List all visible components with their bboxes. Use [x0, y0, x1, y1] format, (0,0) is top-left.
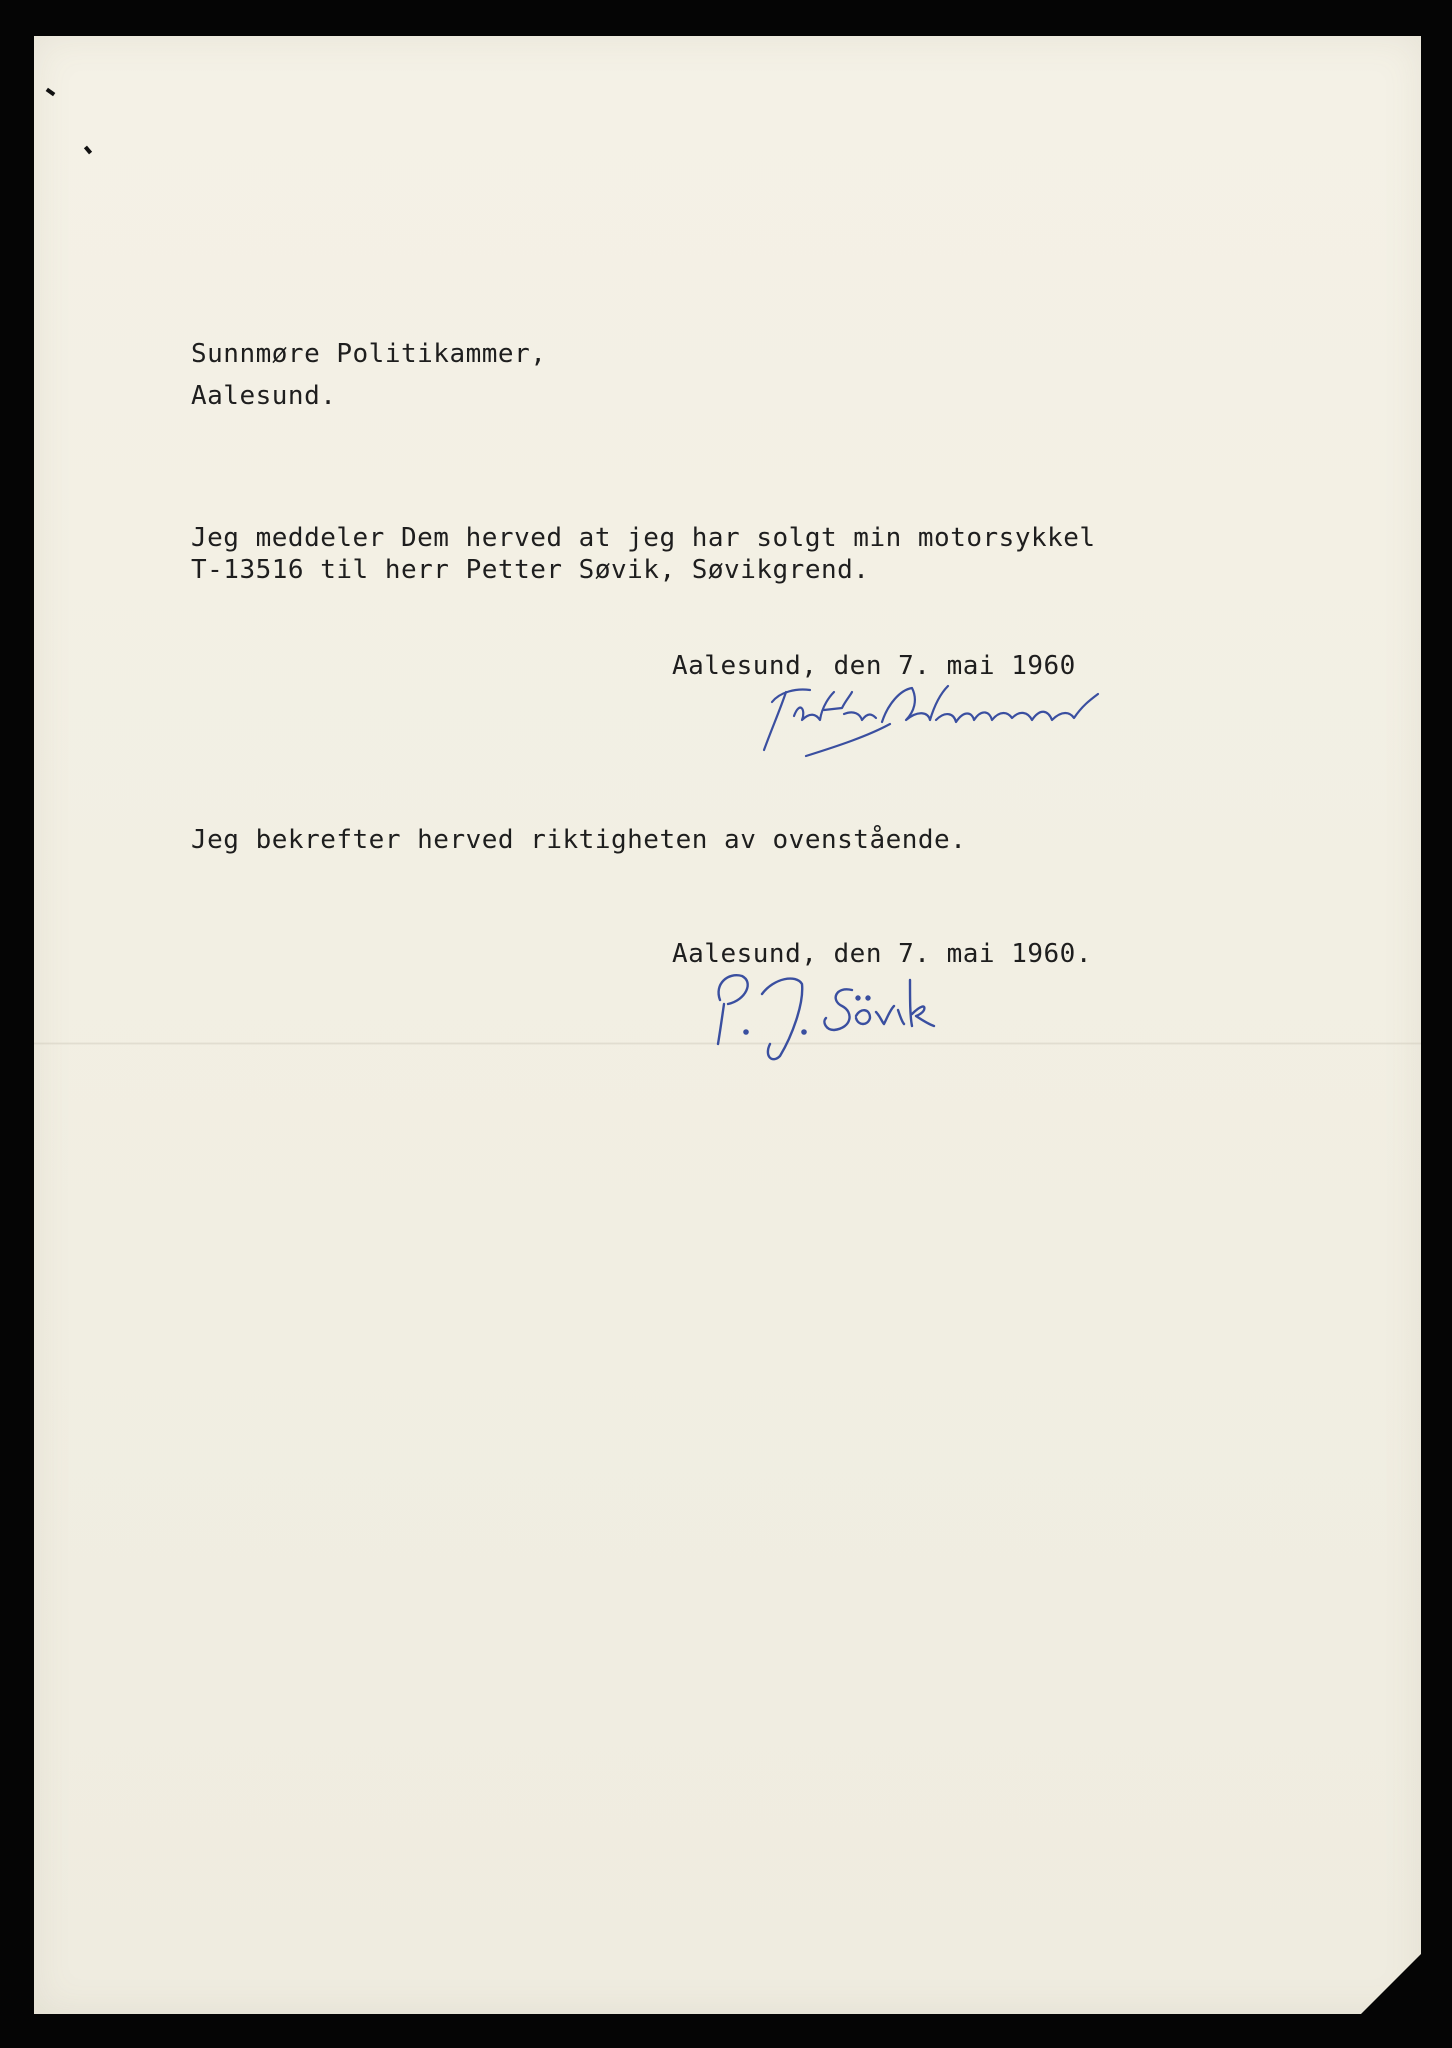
body-line-2: T-13516 til herr Petter Søvik, Søvikgrend. [191, 555, 870, 585]
recipient-city: Aalesund. [191, 381, 337, 411]
confirmation-statement: Jeg bekrefter herved riktigheten av ovenstående. [191, 825, 967, 855]
corner-fold [1361, 1954, 1421, 2014]
margin-mark [46, 88, 56, 96]
margin-mark [84, 146, 92, 155]
buyer-signature [684, 960, 944, 1060]
seller-signature [750, 670, 1150, 760]
body-line-1: Jeg meddeler Dem herved at jeg har solgt min motorsykkel [191, 523, 1096, 553]
recipient-name: Sunnmøre Politikammer, [191, 339, 547, 369]
date-line-2: Aalesund, den 7. mai 1960. [672, 939, 1092, 969]
letter-page [34, 36, 1421, 2014]
date-line-1: Aalesund, den 7. mai 1960 [672, 651, 1076, 681]
